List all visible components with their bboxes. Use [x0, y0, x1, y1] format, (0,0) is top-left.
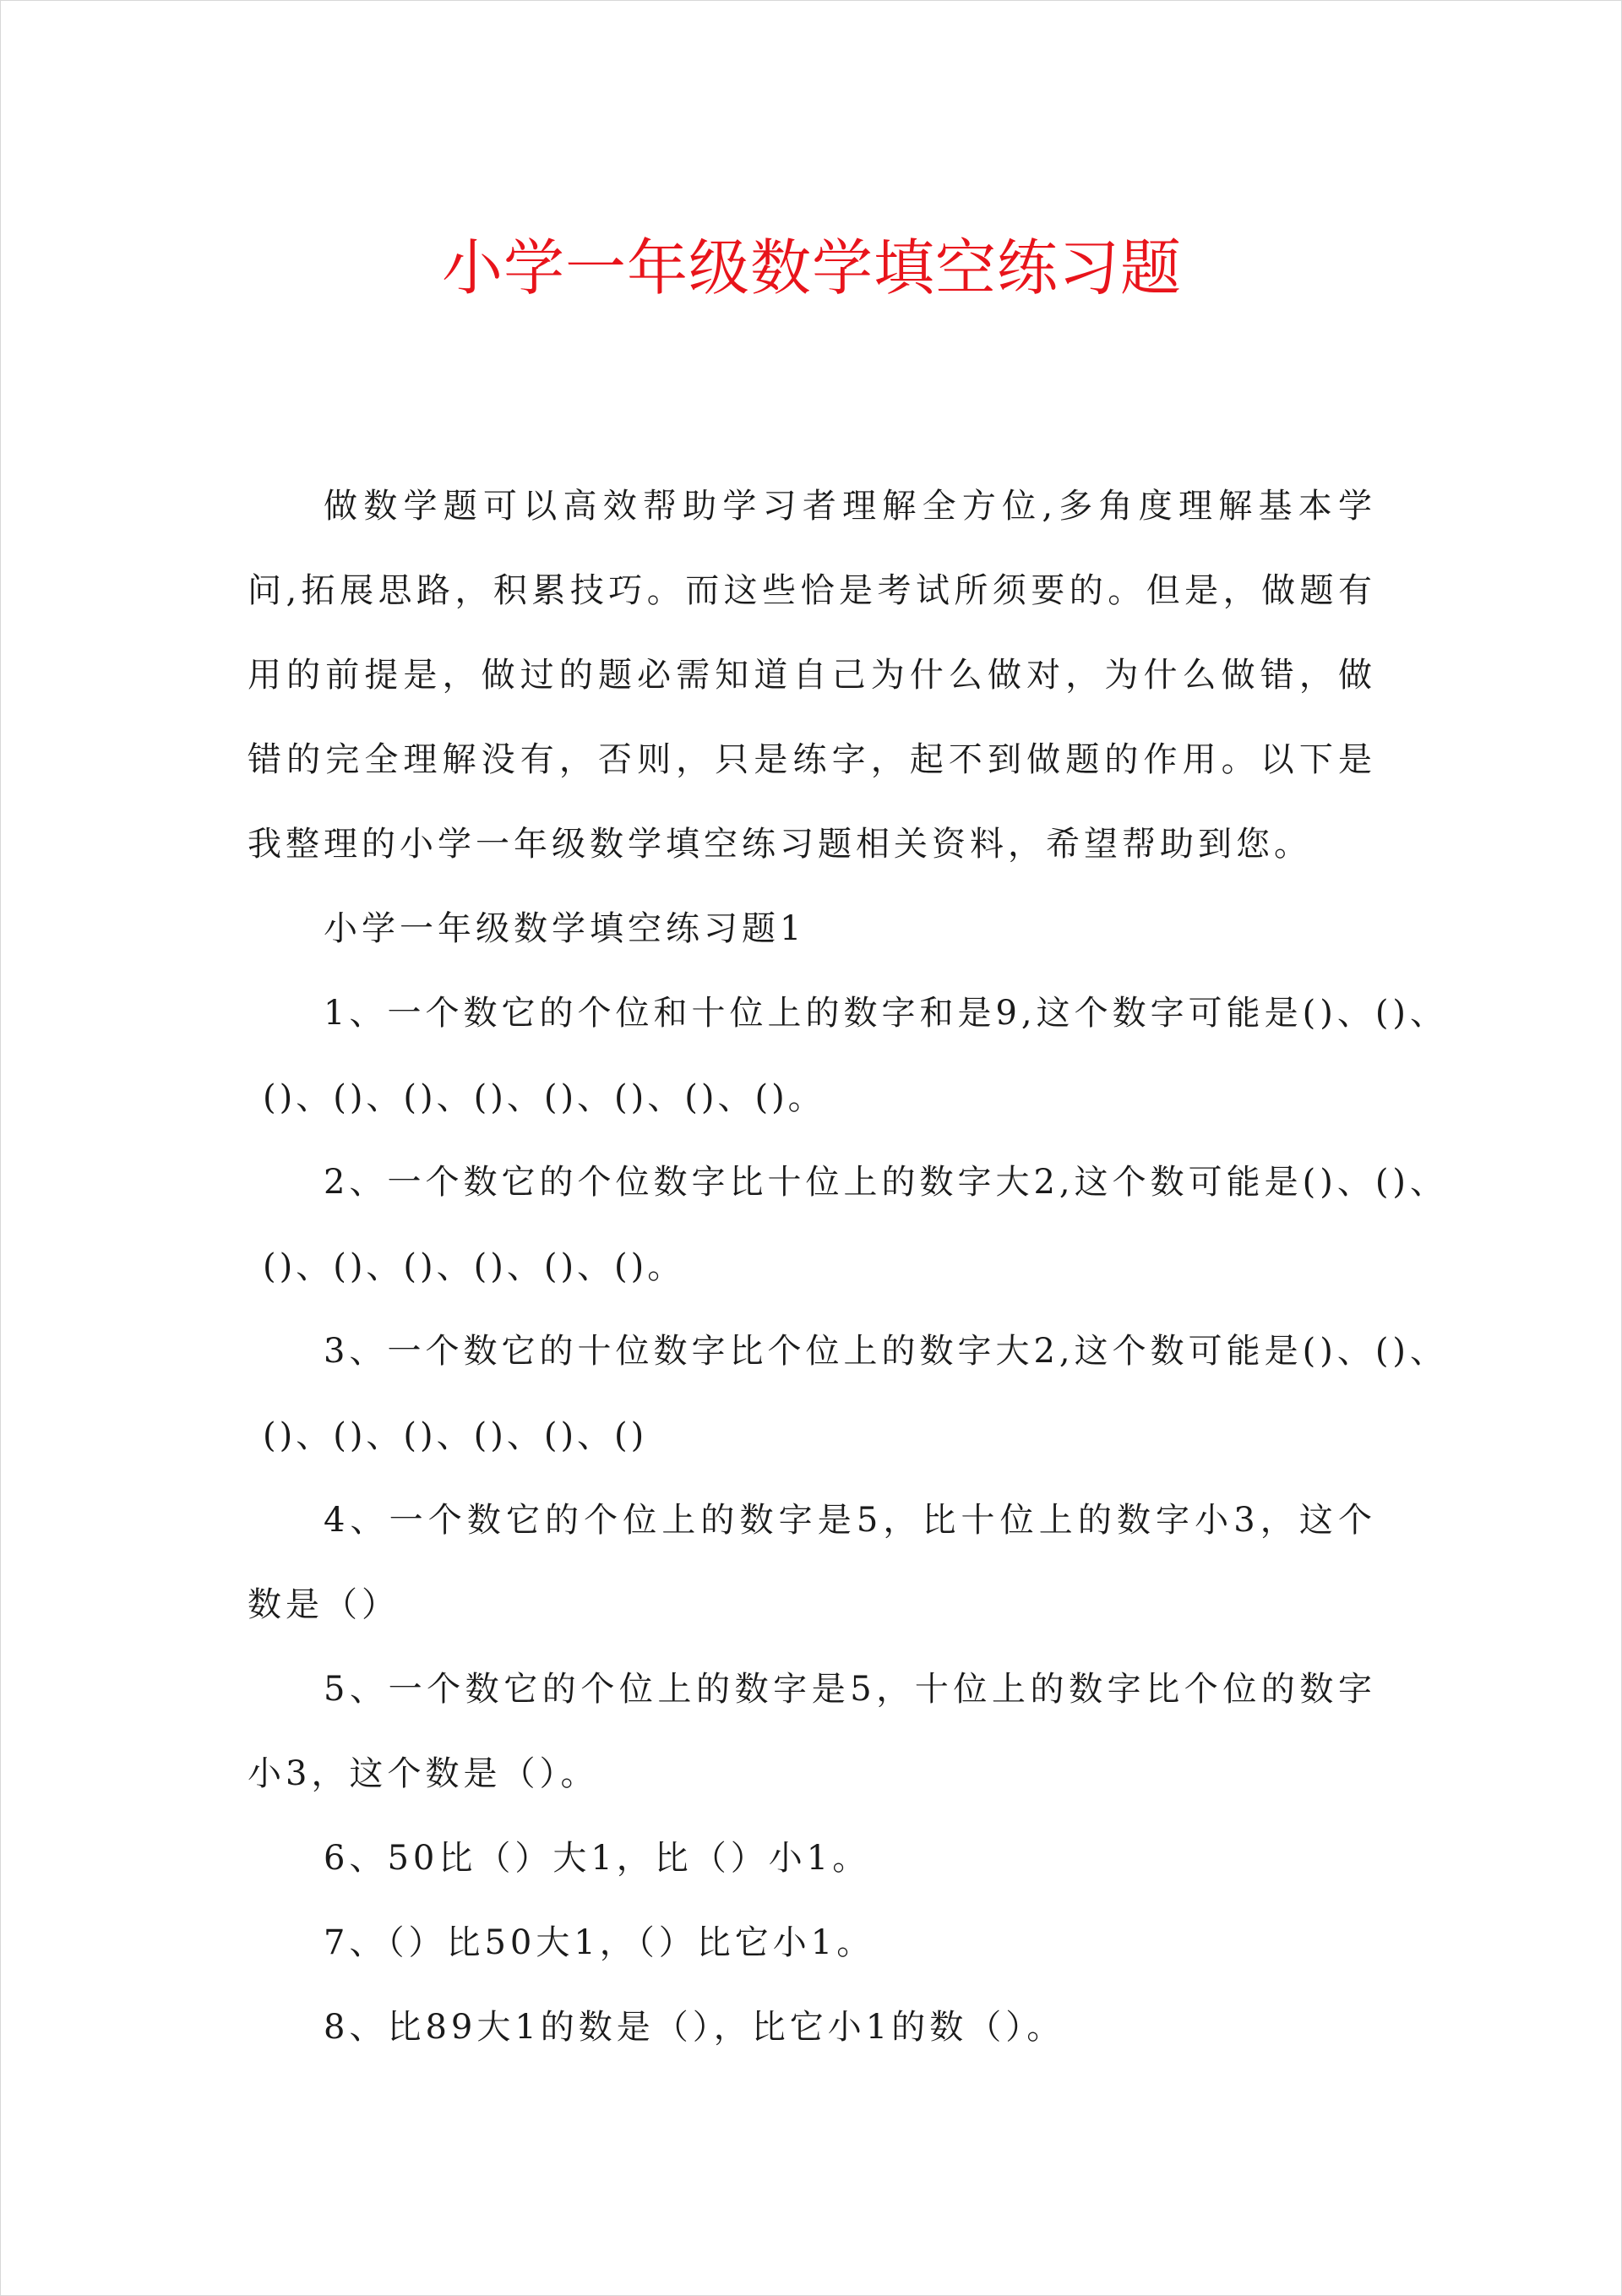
- question-3-line2: ()、()、()、()、()、(): [263, 1416, 648, 1455]
- question-6: 6、50比（）大1，比（）小1。: [324, 1839, 871, 1878]
- question-3-line1: 3、一个数它的十位数字比个位上的数字大2,这个数可能是()、()、: [324, 1332, 1449, 1371]
- question-1: [248, 971, 1449, 1140]
- question-5: 5、一个数它的个位上的数字是5，十位上的数字比个位的数字小3，这个数是（）。: [248, 1670, 1376, 1793]
- question-4: 4、一个数它的个位上的数字是5，比十位上的数字小3，这个数是（）: [248, 1501, 1376, 1624]
- document-body: [248, 464, 1449, 2070]
- question-7: 7、（）比50大1，（）比它小1。: [324, 1923, 875, 1962]
- question-8: 8、比89大1的数是（），比它小1的数（）。: [324, 2008, 1065, 2047]
- question-3: [248, 1309, 1449, 1478]
- intro-paragraph: 做数学题可以高效帮助学习者理解全方位,多角度理解基本学问,拓展思路，积累技巧。而这些恰是考试所须要的。但是，做题有用的前提是，做过的题必需知道自己为什么做对，为什么做错，做错的完全理解没有，否则，只是练字，起不到做题的作用。以下是我整理的小学一年级数学填空练习题相关资料，希望帮助到您。: [248, 487, 1376, 864]
- question-2: [248, 1140, 1449, 1309]
- question-1-line1: 1、一个数它的个位和十位上的数字和是9,这个数字可能是()、()、: [324, 994, 1449, 1033]
- question-1-line2: ()、()、()、()、()、()、()、()。: [263, 1078, 825, 1117]
- document-title: 小学一年级数学填空练习题: [441, 232, 1182, 303]
- section-heading: 小学一年级数学填空练习题1: [324, 909, 806, 948]
- question-2-line1: 2、一个数它的个位数字比十位上的数字大2,这个数可能是()、()、: [324, 1163, 1449, 1202]
- question-2-line2: ()、()、()、()、()、()。: [263, 1247, 685, 1286]
